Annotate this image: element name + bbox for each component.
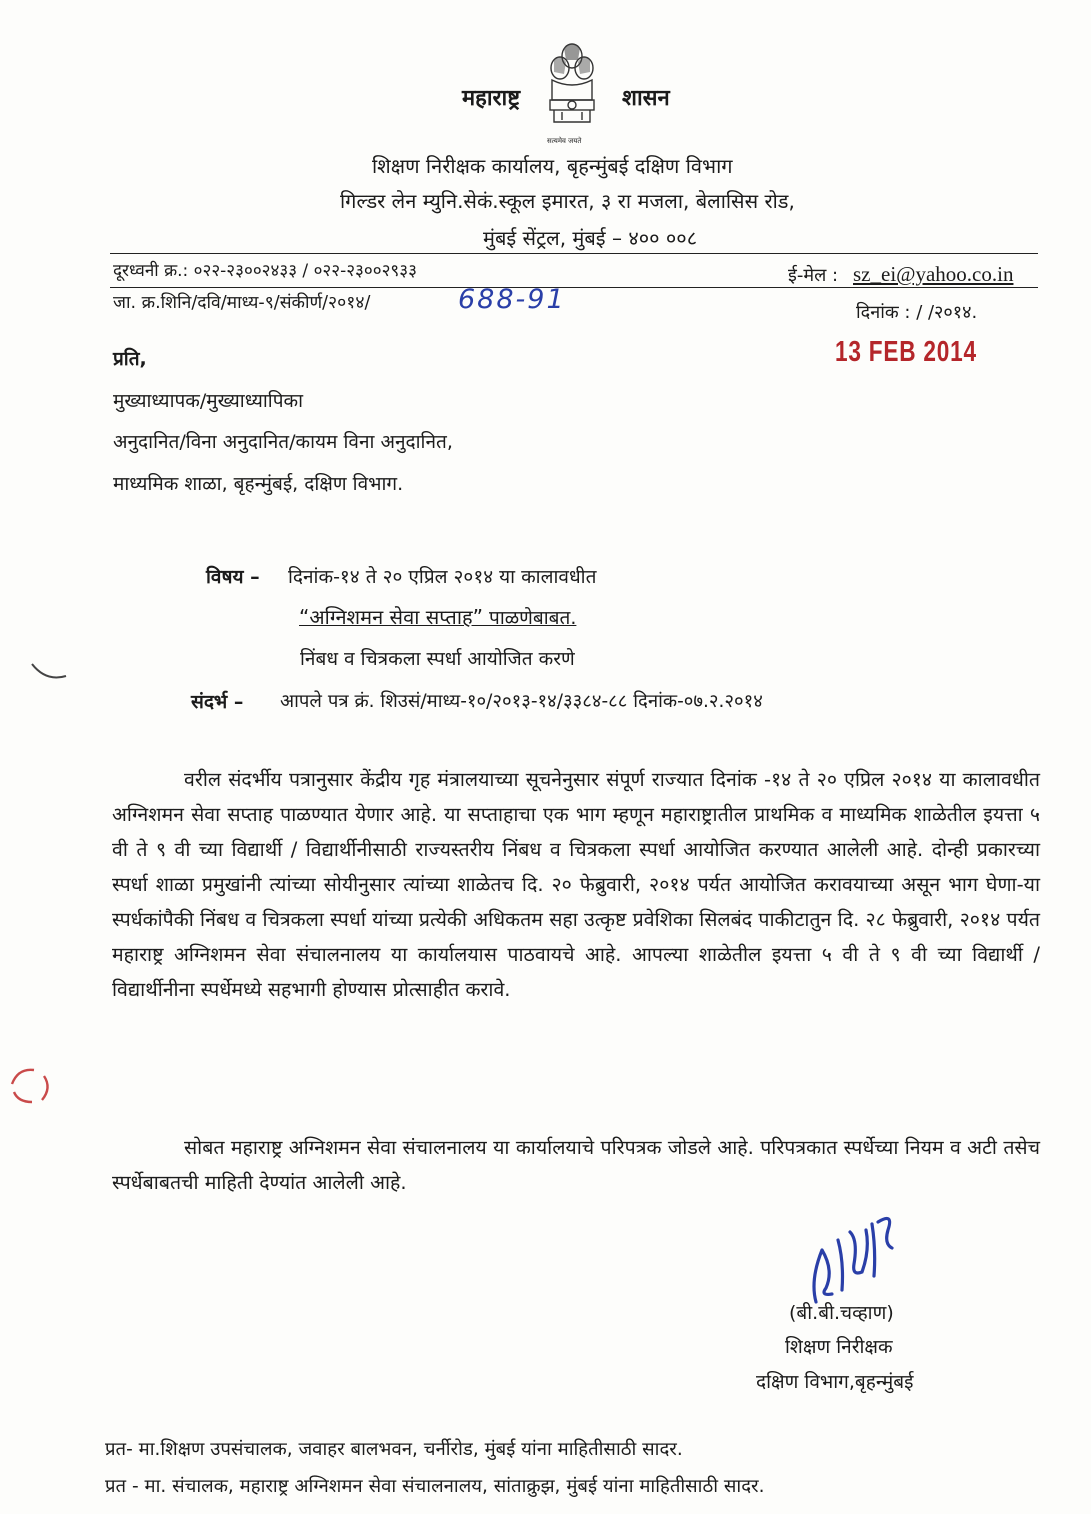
national-emblem-icon bbox=[542, 38, 602, 148]
copy-to-2: प्रत - मा. संचालक, महाराष्ट्र अग्निशमन सेवा संचालनालय, सांताक्रुझ, मुंबई यांना माहितीसाठी सादर. bbox=[105, 1476, 765, 1497]
office-name: शिक्षण निरीक्षक कार्यालय, बृहन्मुंबई दक्षिण विभाग bbox=[372, 154, 733, 178]
signatory-name: (बी.बी.चव्हाण) bbox=[789, 1302, 894, 1324]
reference-label: संदर्भ – bbox=[191, 691, 244, 713]
copy-to-1: प्रत- मा.शिक्षण उपसंचालक, जवाहर बालभवन, चर्नीरोड, मुंबई यांना माहितीसाठी सादर. bbox=[105, 1439, 683, 1460]
subject-line1: दिनांक-१४ ते २० एप्रिल २०१४ या कालावधीत bbox=[288, 566, 597, 588]
emblem-motto: सत्यमेव जयते bbox=[547, 137, 582, 145]
state-title-left: महाराष्ट्र bbox=[462, 86, 521, 111]
date-label: दिनांक : / /२०१४. bbox=[856, 302, 978, 323]
header-divider-top bbox=[110, 253, 1038, 254]
received-date-stamp: 13 FEB 2014 bbox=[835, 336, 977, 368]
body-paragraph-1 bbox=[112, 762, 1040, 1007]
subject-line2-rest: पाळणेबाबत. bbox=[482, 607, 577, 629]
email-address[interactable]: sz_ei@yahoo.co.in bbox=[853, 262, 1014, 286]
outward-number: जा. क्र.शिनि/दवि/माध्य-९/संकीर्ण/२०१४/ bbox=[113, 293, 371, 313]
hole-punch-mark bbox=[4, 1062, 60, 1108]
subject-label: विषय – bbox=[206, 566, 260, 588]
body-paragraph-1-text: वरील संदर्भीय पत्रानुसार केंद्रीय गृह मंत्रालयाच्या सूचनेनुसार संपूर्ण राज्यात दिनांक -१४ ते २० एप्रिल २०१४ या कालावधीत अग्निशमन सेवा सप्ताह पाळण्यात येणार आहे. या सप्ताहाचा एक भाग म्हणून महाराष्ट्रातील प्राथमिक व माध्यमिक शाळेतील इयत्ता ५ वी ते ९ वी च्या विद्यार्थी / विद्यार्थीनीसाठी राज्यस्तरीय निंबध व चित्रकला स्पर्धा आयोजित करण्यात आलेली आहे. दोन्ही प्रकारच्या स्पर्धा शाळा प्रमुखांनी त्यांच्या सोयीनुसार त्यांच्या शाळेतच दि. २० फेब्रुवारी, २०१४ पर्यत आयोजित करावयाच्या असून भाग घेणा-या स्पर्धकांपैकी निंबध व चित्रकला स्पर्धा यांच्या प्रत्येकी अधिकतम सहा उत्कृष्ट प्रवेशिका सिलबंद पाकीटातुन दि. २८ फेब्रुवारी, २०१४ पर्यत महाराष्ट्र अग्निशमन सेवा संचालनालय या कार्यालयास पाठवायचे आहे. आपल्या शाळेतील इयत्ता ५ वी ते ९ वी च्या विद्यार्थी / विद्यार्थीनीना स्पर्धेमध्ये सहभागी होण्यास प्रोत्साहीत करावे. bbox=[112, 768, 1040, 1001]
subject-line2 bbox=[299, 603, 576, 630]
office-address-line2: मुंबई सेंट्रल, मुंबई – ४०० ००८ bbox=[483, 226, 698, 250]
office-address-line1: गिल्डर लेन म्युनि.सेकं.स्कूल इमारत, ३ रा मजला, बेलासिस रोड, bbox=[340, 189, 795, 213]
body-paragraph-2-text: सोबत महाराष्ट्र अग्निशमन सेवा संचालनालय या कार्यालयाचे परिपत्रक जोडले आहे. परिपत्रकात स्पर्धेच्या नियम व अटी तसेच स्पर्धेबाबतची माहिती देण्यांत आलेली आहे. bbox=[112, 1136, 1040, 1194]
signatory-division: दक्षिण विभाग,बृहन्मुंबई bbox=[756, 1371, 914, 1393]
header-divider-bottom bbox=[110, 287, 1038, 288]
recipient-line1: मुख्याध्यापक/मुख्याध्यापिका bbox=[113, 390, 304, 412]
subject-event-name: “अग्निशमन सेवा सप्ताह” bbox=[299, 605, 483, 629]
subject-line3: निंबध व चित्रकला स्पर्धा आयोजित करणे bbox=[300, 648, 575, 670]
handwritten-outward-number: 688-91 bbox=[458, 284, 566, 315]
email-label: ई-मेल : bbox=[788, 265, 839, 286]
salutation: प्रति, bbox=[113, 348, 147, 370]
signatory-designation: शिक्षण निरीक्षक bbox=[785, 1336, 893, 1358]
reference-text: आपले पत्र क्रं. शिउसं/माध्य-१०/२०१३-१४/३३८४-८८ दिनांक-०७.२.२०१४ bbox=[280, 691, 763, 712]
phone-numbers: दूरध्वनी क्र.: ०२२-२३००२४३३ / ०२२-२३००२९३३ bbox=[113, 261, 417, 281]
margin-mark bbox=[30, 660, 70, 690]
state-title-right: शासन bbox=[622, 86, 670, 111]
recipient-line2: अनुदानित/विना अनुदानित/कायम विना अनुदानित, bbox=[113, 431, 453, 453]
recipient-line3: माध्यमिक शाळा, बृहन्मुंबई, दक्षिण विभाग. bbox=[113, 473, 404, 495]
body-paragraph-2 bbox=[112, 1130, 1040, 1200]
